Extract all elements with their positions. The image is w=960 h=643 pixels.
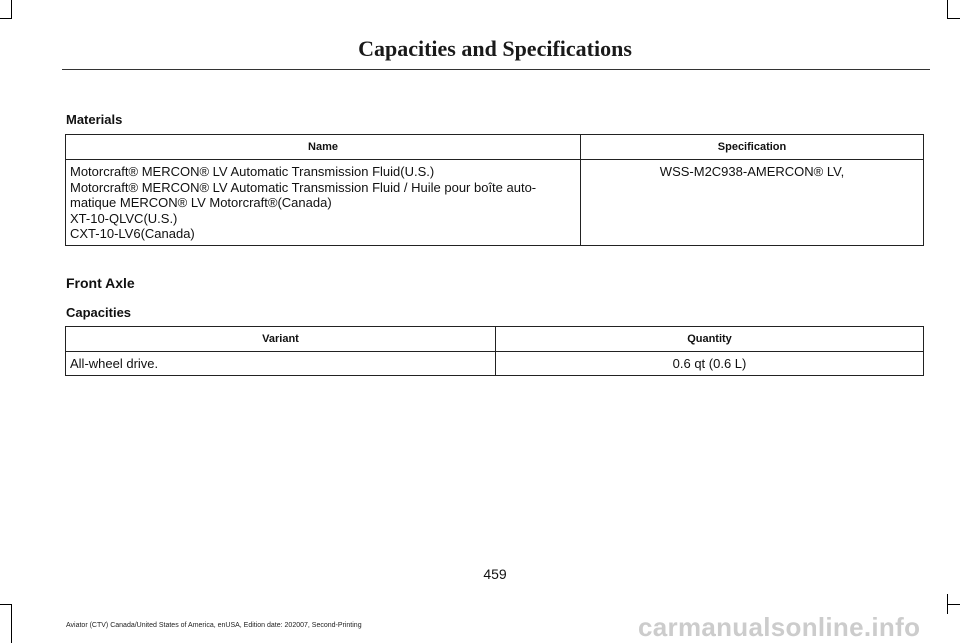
table-row [66,160,924,246]
material-name-line: matique MERCON® LV Motorcraft®(Canada) [70,195,332,211]
capacities-heading: Capacities [66,305,132,320]
front-axle-heading: Front Axle [66,275,135,291]
material-name-line: Motorcraft® MERCON® LV Automatic Transmission Fluid / Huile pour boîte auto- [70,179,537,195]
column-header-name: Name [66,135,581,160]
quantity-cell: 0.6 qt (0.6 L) [496,352,924,376]
column-header-quantity: Quantity [496,327,924,352]
material-name-line: XT-10-QLVC(U.S.) [70,210,178,226]
column-header-variant: Variant [66,327,496,352]
table-row [66,352,924,376]
front-axle-capacities-table [65,326,924,376]
column-header-specification: Specification [581,135,924,160]
edition-footer: Aviator (CTV) Canada/United States of America, enUSA, Edition date: 202007, Second-Printing [66,622,362,629]
material-specification-cell: WSS-M2C938-AMERCON® LV, [581,160,924,246]
page-number: 459 [483,566,507,582]
crop-mark-top-right-v [947,0,948,18]
materials-header-row [66,135,924,160]
capacities-header-row [66,327,924,352]
materials-table [65,134,924,246]
crop-mark-bottom-left-v [11,604,12,643]
page-title: Capacities and Specifications [358,36,632,61]
crop-mark-top-left-h [0,18,12,19]
watermark: carmanualsonline.info [638,612,921,642]
crop-mark-top-left-v [11,0,12,18]
variant-cell: All-wheel drive. [66,352,496,376]
title-divider [62,69,930,70]
material-name-line: CXT-10-LV6(Canada) [70,226,195,242]
material-name-cell [66,160,581,246]
crop-mark-top-right-h [947,18,960,19]
crop-mark-bottom-right-h [947,604,960,605]
material-name-line: Motorcraft® MERCON® LV Automatic Transmission Fluid(U.S.) [70,164,435,179]
materials-heading: Materials [66,112,123,127]
crop-mark-bottom-left-h [0,604,12,605]
